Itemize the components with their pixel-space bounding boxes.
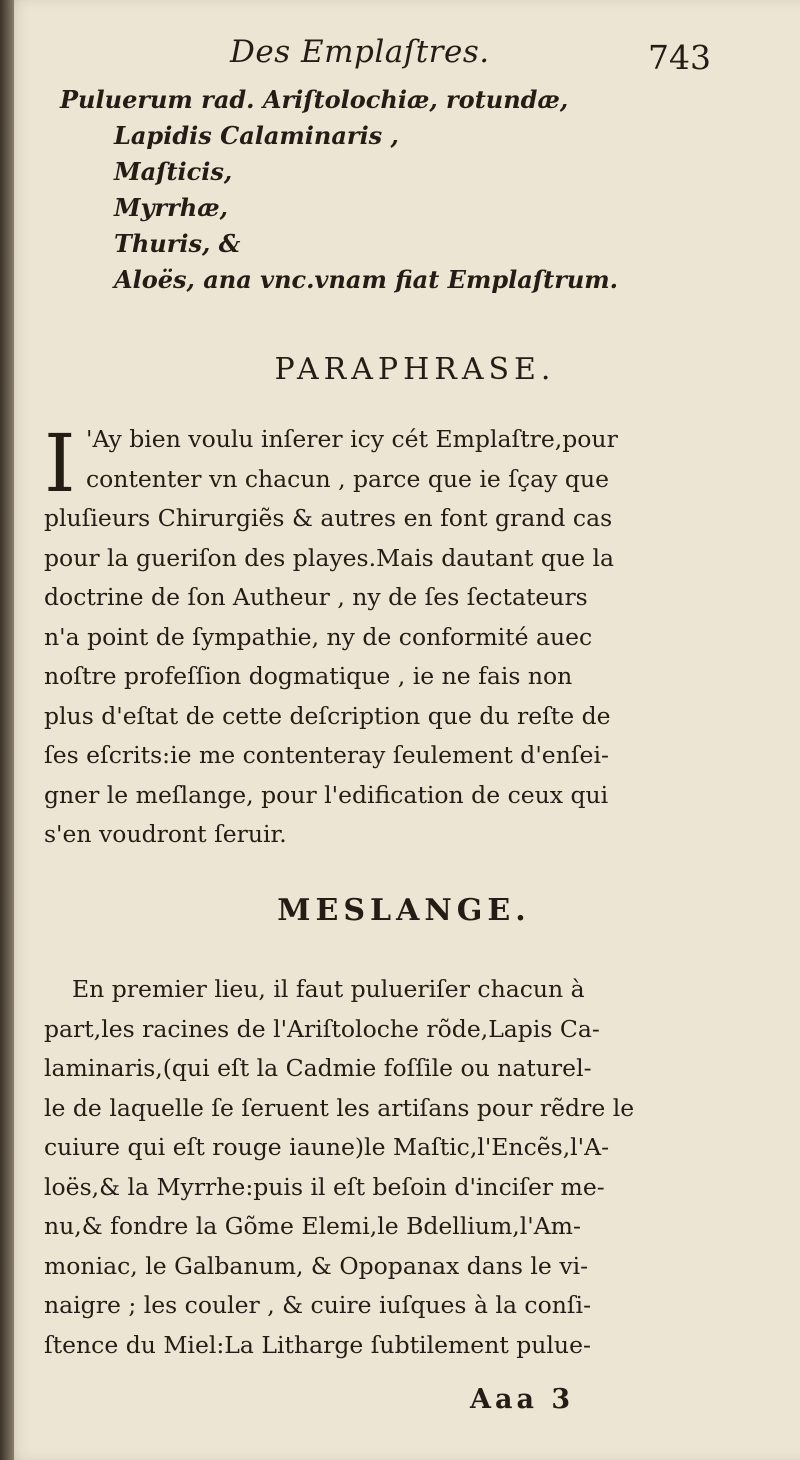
text-line: laminaris,(qui eſt la Cadmie foſſile ou naturel- bbox=[44, 1054, 592, 1082]
text-line: plus d'eſtat de cette deſcription que du reſte de bbox=[44, 701, 611, 730]
page-gutter bbox=[0, 0, 14, 1460]
meslange-text bbox=[44, 970, 734, 1365]
text-line: contenter vn chacun , parce que ie ſçay que bbox=[86, 464, 609, 493]
text-line: doctrine de ſon Autheur , ny de ſes ſectateurs bbox=[44, 583, 588, 611]
heading-meslange: MESLANGE. bbox=[277, 893, 531, 928]
recipe-formula bbox=[60, 82, 760, 298]
formula-line: Maſticis, bbox=[114, 157, 233, 186]
text-line: 'Ay bien voulu inſerer icy cét Emplaſtre,pour bbox=[86, 425, 618, 453]
text-line: cuiure qui eſt rouge iaune)le Maſtic,l'Encẽs,l'A- bbox=[44, 1133, 610, 1161]
text-line: ſes eſcrits:ie me contenteray ſeulement d'enſei- bbox=[44, 741, 609, 769]
text-line: s'en voudront ſeruir. bbox=[44, 820, 287, 848]
text-line: moniac, le Galbanum, & Opopanax dans le vi- bbox=[44, 1251, 589, 1280]
page-number: 743 bbox=[648, 38, 711, 77]
text-line: noſtre profeſſion dogmatique , ie ne fais non bbox=[44, 662, 573, 690]
text-line: gner le meſlange, pour l'edification de ceux qui bbox=[44, 780, 609, 809]
formula-line: Myrrhæ, bbox=[114, 193, 228, 222]
text-line: nu,& fondre la Gõme Elemi,le Bdellium,l'Am- bbox=[44, 1212, 581, 1240]
formula-line: Aloës, ana vnc.vnam fiat Emplaſtrum. bbox=[114, 265, 619, 294]
formula-line: Thuris, & bbox=[114, 229, 241, 258]
text-line: En premier lieu, il faut pulueriſer chacun à bbox=[72, 975, 585, 1003]
text-line: pluſieurs Chirurgiẽs & autres en font grand cas bbox=[44, 504, 613, 532]
text-line: le de laquelle ſe ſeruent les artiſans pour rẽdre le bbox=[44, 1093, 635, 1122]
text-line: ſtence du Miel:La Litharge ſubtilement pulue- bbox=[44, 1330, 591, 1359]
text-line: naigre ; les couler , & cuire iuſques à la conſi- bbox=[44, 1291, 592, 1319]
running-head bbox=[0, 34, 800, 84]
text-line: part,les racines de l'Ariſtoloche rõde,Lapis Ca- bbox=[44, 1014, 600, 1043]
text-line: loës,& la Myrrhe:puis il eſt beſoin d'inciſer me- bbox=[44, 1172, 605, 1201]
heading-paraphrase: PARAPHRASE. bbox=[274, 352, 556, 387]
text-line: n'a point de ſympathie, ny de conformité auec bbox=[44, 622, 593, 651]
paraphrase-text bbox=[44, 417, 734, 855]
running-title: Des Emplaſtres. bbox=[230, 34, 490, 70]
signature-mark: Aaa 3 bbox=[470, 1384, 575, 1415]
text-line: pour la gueriſon des playes.Mais dautant que la bbox=[44, 543, 614, 572]
drop-cap: I bbox=[44, 417, 76, 510]
formula-line: Lapidis Calaminaris , bbox=[114, 121, 399, 150]
formula-line: Puluerum rad. Ariſtolochiæ, rotundæ, bbox=[60, 85, 569, 114]
